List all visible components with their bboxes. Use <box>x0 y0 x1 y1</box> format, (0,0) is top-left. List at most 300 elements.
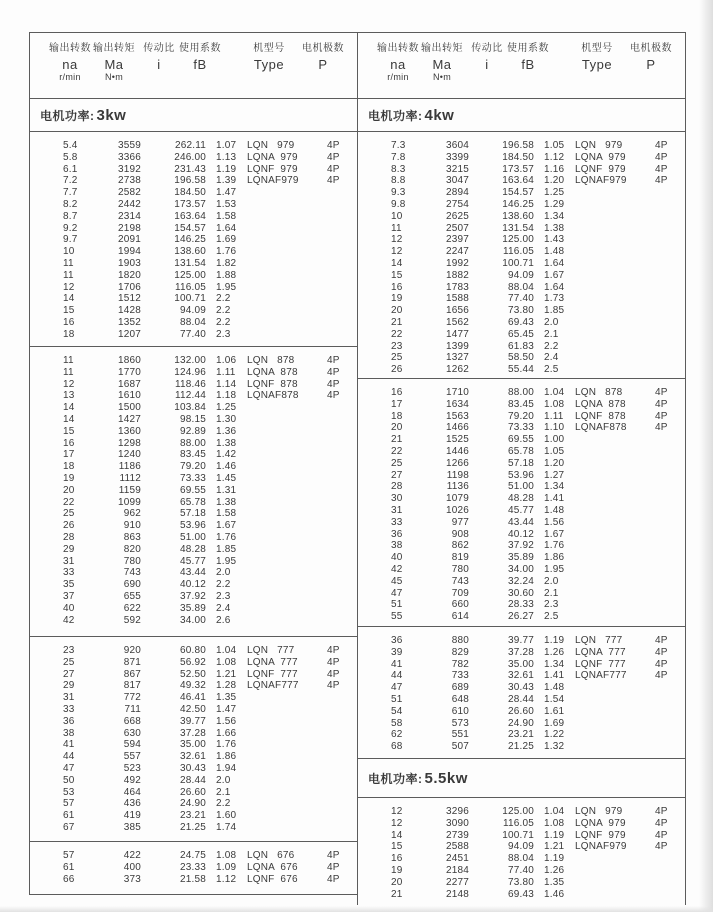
cell-ratio: 46.41 <box>179 692 206 704</box>
cell-poles <box>327 532 356 544</box>
table-row <box>30 567 357 579</box>
cell-output-speed: 36 <box>63 715 75 727</box>
column-header-unit: r/min <box>387 72 409 82</box>
column-header-cn: 输出转矩 <box>421 43 463 54</box>
cell-ratio: 48.28 <box>507 493 534 505</box>
cell-poles: 4P <box>655 175 668 187</box>
cell-output-speed: 17 <box>63 449 75 461</box>
cell-output-torque: 1610 <box>117 390 141 402</box>
cell-ratio: 37.92 <box>179 590 206 602</box>
table-row <box>358 434 685 446</box>
cell-output-speed: 42 <box>391 563 403 575</box>
cell-output-torque: 819 <box>451 552 469 564</box>
cell-poles: 4P <box>327 680 340 692</box>
cell-model-type <box>247 497 317 509</box>
table-row <box>30 751 357 763</box>
cell-service-factor: 1.34 <box>544 481 565 493</box>
cell-service-factor: 1.74 <box>216 821 237 833</box>
table-row <box>30 716 357 728</box>
cell-ratio: 73.80 <box>507 876 534 888</box>
cell-model-type: LQNAF979 <box>575 841 627 853</box>
cell-output-torque: 820 <box>123 543 141 555</box>
cell-output-speed: 9.8 <box>391 198 406 210</box>
cell-poles <box>327 223 356 235</box>
table-row <box>358 387 685 399</box>
cell-model-type <box>575 352 645 364</box>
cell-output-speed: 37 <box>63 590 75 602</box>
cell-output-speed: 14 <box>391 257 403 269</box>
cell-service-factor: 1.00 <box>544 434 565 446</box>
cell-output-torque: 1266 <box>445 457 469 469</box>
cell-service-factor: 1.27 <box>544 469 565 481</box>
power-label: 电机功率: <box>368 108 423 123</box>
cell-output-torque: 1240 <box>117 449 141 461</box>
cell-poles <box>655 481 684 493</box>
cell-service-factor: 1.95 <box>216 281 237 293</box>
cell-output-speed: 22 <box>391 328 403 340</box>
cell-poles <box>327 402 356 414</box>
cell-service-factor: 1.12 <box>544 151 565 163</box>
cell-output-torque: 743 <box>451 575 469 587</box>
cell-poles <box>655 889 684 901</box>
cell-model-type <box>575 293 645 305</box>
cell-ratio: 116.05 <box>502 817 534 829</box>
data-block <box>358 378 685 626</box>
cell-output-torque: 1198 <box>446 469 469 481</box>
table-row <box>358 282 685 294</box>
cell-service-factor: 1.04 <box>216 645 237 656</box>
cell-output-torque: 1079 <box>445 493 469 505</box>
cell-service-factor: 1.69 <box>544 717 565 729</box>
cell-poles: 4P <box>655 140 668 151</box>
cell-model-type <box>247 426 317 438</box>
cell-output-speed: 9.7 <box>63 234 78 246</box>
cell-model-type <box>247 603 317 615</box>
cell-poles <box>327 787 356 799</box>
cell-poles <box>327 591 356 603</box>
table-row <box>30 211 357 223</box>
cell-output-torque: 422 <box>123 850 141 861</box>
table-row <box>30 329 357 341</box>
cell-poles: 4P <box>327 140 340 151</box>
cell-poles: 4P <box>655 817 668 829</box>
cell-service-factor: 1.46 <box>544 888 565 900</box>
cell-poles <box>327 579 356 591</box>
cell-poles: 4P <box>327 645 340 656</box>
table-row <box>30 508 357 520</box>
cell-service-factor: 1.54 <box>544 693 565 705</box>
cell-output-speed: 57 <box>63 850 75 861</box>
cell-service-factor: 2.2 <box>216 316 231 328</box>
cell-ratio: 124.96 <box>174 366 206 378</box>
cell-output-torque: 772 <box>123 692 141 704</box>
column-header-symbol: Ma <box>104 57 124 72</box>
cell-model-type <box>247 508 317 520</box>
cell-service-factor: 1.86 <box>216 751 237 763</box>
cell-model-type <box>575 588 645 600</box>
cell-output-torque: 3296 <box>445 806 469 817</box>
cell-poles <box>655 258 684 270</box>
cell-output-speed: 6.1 <box>63 163 78 175</box>
cell-service-factor: 1.47 <box>216 187 237 199</box>
cell-output-torque: 782 <box>451 658 469 670</box>
cell-ratio: 77.40 <box>179 328 206 340</box>
cell-ratio: 94.09 <box>507 269 534 281</box>
cell-output-speed: 61 <box>63 810 75 822</box>
cell-ratio: 35.00 <box>507 658 534 670</box>
cell-poles <box>327 317 356 329</box>
table-row <box>30 680 357 692</box>
cell-ratio: 26.60 <box>507 705 534 717</box>
cell-output-torque: 2451 <box>445 853 469 865</box>
power-section-band <box>30 98 357 132</box>
cell-output-torque: 1327 <box>445 352 469 364</box>
cell-poles <box>655 282 684 294</box>
cell-service-factor: 1.48 <box>544 246 565 258</box>
table-row <box>358 635 685 647</box>
cell-output-torque: 977 <box>451 516 469 528</box>
table-row <box>358 552 685 564</box>
cell-output-torque: 1477 <box>445 328 469 340</box>
cell-ratio: 28.33 <box>507 599 534 611</box>
cell-model-type <box>247 615 317 627</box>
table-row <box>30 390 357 402</box>
cell-ratio: 37.92 <box>507 540 534 552</box>
cell-service-factor: 1.28 <box>216 680 237 692</box>
table-row <box>30 603 357 615</box>
cell-output-torque: 2091 <box>117 234 141 246</box>
column-header-Type <box>241 44 297 71</box>
cell-ratio: 26.60 <box>179 786 206 798</box>
cell-service-factor: 2.0 <box>216 567 231 579</box>
cell-poles <box>655 223 684 235</box>
cell-output-torque: 1352 <box>117 316 141 328</box>
cell-output-torque: 2739 <box>445 829 469 841</box>
table-row <box>358 517 685 529</box>
cell-poles <box>655 446 684 458</box>
cell-service-factor: 1.22 <box>544 729 565 741</box>
cell-service-factor: 1.32 <box>544 741 565 753</box>
cell-model-type <box>247 199 317 211</box>
cell-ratio: 32.24 <box>507 575 534 587</box>
cell-output-torque: 436 <box>123 798 141 810</box>
cell-output-speed: 9.3 <box>391 187 406 199</box>
cell-poles <box>327 739 356 751</box>
cell-service-factor: 1.58 <box>216 508 237 520</box>
cell-ratio: 73.80 <box>507 305 534 317</box>
cell-model-type: LQNA 777 <box>247 656 298 668</box>
cell-service-factor: 1.35 <box>216 692 237 704</box>
cell-service-factor: 1.85 <box>544 305 565 317</box>
cell-poles <box>655 329 684 341</box>
cell-service-factor: 1.11 <box>544 410 564 422</box>
table-row <box>358 599 685 611</box>
cell-poles <box>655 458 684 470</box>
table-row <box>30 669 357 681</box>
cell-model-type <box>247 704 317 716</box>
cell-output-torque: 1687 <box>117 378 141 390</box>
cell-output-torque: 2148 <box>445 888 469 900</box>
cell-model-type <box>247 810 317 822</box>
cell-output-torque: 780 <box>451 563 469 575</box>
cell-ratio: 37.28 <box>179 727 206 739</box>
cell-output-torque: 551 <box>451 729 469 741</box>
cell-ratio: 116.05 <box>502 246 534 258</box>
cell-output-torque: 648 <box>451 693 469 705</box>
cell-service-factor: 1.21 <box>216 668 237 680</box>
table-row <box>30 164 357 176</box>
cell-ratio: 138.60 <box>174 246 206 258</box>
cell-service-factor: 1.39 <box>216 175 237 187</box>
cell-output-torque: 1136 <box>446 481 469 493</box>
cell-service-factor: 1.76 <box>216 531 237 543</box>
cell-output-torque: 817 <box>123 680 141 692</box>
cell-ratio: 103.84 <box>174 402 206 414</box>
cell-service-factor: 2.4 <box>216 602 231 614</box>
cell-model-type <box>247 692 317 704</box>
table-row <box>30 175 357 187</box>
cell-ratio: 39.77 <box>179 715 206 727</box>
cell-poles <box>327 270 356 282</box>
cell-model-type <box>575 341 645 353</box>
cell-model-type: LQN 979 <box>575 140 623 151</box>
cell-service-factor: 1.12 <box>216 873 237 885</box>
column-header-cn: 机型号 <box>253 43 285 54</box>
cell-ratio: 34.00 <box>507 563 534 575</box>
cell-output-speed: 10 <box>63 246 75 258</box>
cell-poles <box>327 293 356 305</box>
cell-ratio: 45.77 <box>179 555 206 567</box>
cell-output-speed: 42 <box>63 614 75 626</box>
cell-ratio: 24.90 <box>507 717 534 729</box>
cell-ratio: 146.25 <box>174 234 206 246</box>
cell-poles: 4P <box>655 806 668 817</box>
table-row <box>358 270 685 282</box>
cell-poles: 4P <box>327 175 340 187</box>
cell-ratio: 98.15 <box>179 413 206 425</box>
cell-output-speed: 17 <box>391 398 403 410</box>
cell-service-factor: 2.2 <box>216 798 231 810</box>
column-header-unit: N•m <box>432 72 452 82</box>
table-row <box>30 317 357 329</box>
cell-poles <box>655 493 684 505</box>
cell-output-speed: 7.8 <box>391 151 406 163</box>
table-row <box>30 223 357 235</box>
table-row <box>30 850 357 862</box>
cell-poles <box>327 211 356 223</box>
cell-service-factor: 1.48 <box>544 682 565 694</box>
cell-service-factor: 2.2 <box>216 305 231 317</box>
table-row <box>30 246 357 258</box>
cell-output-torque: 507 <box>451 741 469 753</box>
cell-output-torque: 1026 <box>445 504 469 516</box>
cell-model-type <box>575 493 645 505</box>
column-header-cn: 电机极数 <box>302 43 344 54</box>
cell-output-speed: 15 <box>63 305 75 317</box>
cell-service-factor: 1.13 <box>216 151 237 163</box>
cell-model-type <box>575 529 645 541</box>
cell-output-torque: 419 <box>123 810 141 822</box>
cell-service-factor: 1.53 <box>216 198 237 210</box>
cell-model-type <box>575 246 645 258</box>
cell-poles <box>655 599 684 611</box>
cell-poles <box>655 611 684 623</box>
cell-output-speed: 33 <box>63 703 75 715</box>
cell-poles <box>327 461 356 473</box>
cell-output-speed: 12 <box>391 806 403 817</box>
cell-model-type <box>247 716 317 728</box>
cell-service-factor: 1.34 <box>544 210 565 222</box>
table-row <box>30 293 357 305</box>
cell-ratio: 58.50 <box>507 352 534 364</box>
cell-model-type <box>575 576 645 588</box>
cell-output-speed: 26 <box>391 364 403 376</box>
table-row <box>358 806 685 818</box>
cell-ratio: 73.33 <box>179 472 206 484</box>
cell-output-speed: 18 <box>63 328 75 340</box>
cell-output-speed: 41 <box>391 658 403 670</box>
cell-poles <box>327 508 356 520</box>
table-row <box>358 341 685 353</box>
cell-model-type: LQNA 878 <box>575 398 626 410</box>
cell-output-speed: 68 <box>391 741 403 753</box>
cell-output-speed: 38 <box>63 727 75 739</box>
cell-output-torque: 1994 <box>117 246 141 258</box>
cell-output-speed: 19 <box>391 293 403 305</box>
table-row <box>358 305 685 317</box>
cell-poles <box>327 751 356 763</box>
table-row <box>30 556 357 568</box>
cell-output-torque: 1262 <box>445 364 469 376</box>
cell-model-type: LQNF 878 <box>247 378 298 390</box>
cell-service-factor: 1.19 <box>544 853 565 865</box>
cell-ratio: 184.50 <box>502 151 534 163</box>
table-row <box>30 775 357 787</box>
table-row <box>358 422 685 434</box>
cell-output-torque: 3090 <box>445 817 469 829</box>
power-value: 5.5kw <box>424 769 468 787</box>
cell-service-factor: 1.18 <box>216 390 237 402</box>
cell-ratio: 48.28 <box>179 543 206 555</box>
cell-poles <box>327 728 356 740</box>
cell-ratio: 163.64 <box>174 210 206 222</box>
cell-model-type <box>247 305 317 317</box>
cell-output-torque: 1186 <box>118 461 141 473</box>
table-row <box>358 818 685 830</box>
cell-service-factor: 1.38 <box>216 437 237 449</box>
cell-poles: 4P <box>327 390 340 402</box>
cell-service-factor: 1.67 <box>216 520 237 532</box>
table-row <box>30 544 357 556</box>
cell-service-factor: 1.64 <box>216 222 237 234</box>
cell-poles <box>655 234 684 246</box>
cell-poles <box>655 434 684 446</box>
cell-model-type <box>575 258 645 270</box>
cell-poles <box>327 822 356 834</box>
table-row <box>358 670 685 682</box>
cell-ratio: 92.89 <box>179 425 206 437</box>
cell-service-factor: 1.30 <box>216 413 237 425</box>
cell-output-speed: 7.3 <box>391 140 406 151</box>
column-header-cn: 机型号 <box>581 43 613 54</box>
cell-ratio: 69.55 <box>507 434 534 446</box>
cell-poles <box>327 775 356 787</box>
cell-output-speed: 25 <box>63 508 75 520</box>
cell-model-type: LQNAF777 <box>575 670 627 682</box>
table-row <box>30 874 357 886</box>
cell-ratio: 173.57 <box>174 198 206 210</box>
cell-ratio: 37.28 <box>507 646 534 658</box>
cell-poles: 4P <box>327 163 340 175</box>
cell-service-factor: 1.60 <box>216 810 237 822</box>
cell-service-factor: 1.05 <box>544 140 565 151</box>
data-block <box>30 636 357 841</box>
table-row <box>30 787 357 799</box>
cell-output-speed: 23 <box>391 340 403 352</box>
cell-model-type <box>247 787 317 799</box>
cell-output-speed: 20 <box>391 876 403 888</box>
cell-service-factor: 1.26 <box>544 864 565 876</box>
cell-output-speed: 30 <box>391 493 403 505</box>
cell-output-speed: 11 <box>63 269 74 281</box>
cell-output-speed: 8.3 <box>391 163 406 175</box>
cell-ratio: 30.43 <box>507 682 534 694</box>
cell-output-torque: 709 <box>451 587 469 599</box>
cell-model-type <box>247 187 317 199</box>
cell-poles <box>655 682 684 694</box>
data-block <box>30 346 357 636</box>
cell-output-torque: 594 <box>123 739 141 751</box>
cell-ratio: 88.04 <box>507 281 534 293</box>
table-row <box>30 485 357 497</box>
cell-poles <box>655 305 684 317</box>
cell-output-speed: 51 <box>391 599 403 611</box>
cell-ratio: 35.89 <box>179 602 206 614</box>
cell-model-type: LQNF 979 <box>575 163 626 175</box>
cell-output-speed: 11 <box>63 257 74 269</box>
cell-model-type: LQNA 777 <box>575 646 626 658</box>
table-row <box>30 862 357 874</box>
table-row <box>30 199 357 211</box>
table-row <box>358 564 685 576</box>
cell-output-speed: 26 <box>63 520 75 532</box>
cell-output-torque: 3047 <box>445 175 469 187</box>
cell-poles <box>655 706 684 718</box>
column-header-symbol: na <box>62 57 78 72</box>
table-row <box>358 399 685 411</box>
cell-output-torque: 2738 <box>117 175 141 187</box>
cell-output-torque: 1466 <box>445 422 469 434</box>
column-header-symbol: i <box>485 57 489 72</box>
data-block <box>30 841 357 896</box>
cell-output-speed: 15 <box>391 269 403 281</box>
cell-ratio: 28.44 <box>507 693 534 705</box>
cell-service-factor: 1.20 <box>544 457 565 469</box>
data-block <box>358 626 685 758</box>
cell-model-type <box>247 798 317 810</box>
cell-output-torque: 908 <box>451 528 469 540</box>
cell-poles <box>655 552 684 564</box>
table-row <box>30 152 357 164</box>
cell-output-torque: 1706 <box>117 281 141 293</box>
cell-output-speed: 44 <box>63 751 75 763</box>
cell-output-torque: 373 <box>123 873 141 885</box>
cell-output-torque: 743 <box>123 567 141 579</box>
cell-poles: 4P <box>655 670 668 682</box>
cell-output-speed: 25 <box>391 457 403 469</box>
cell-output-torque: 867 <box>123 668 141 680</box>
cell-output-speed: 40 <box>391 552 403 564</box>
